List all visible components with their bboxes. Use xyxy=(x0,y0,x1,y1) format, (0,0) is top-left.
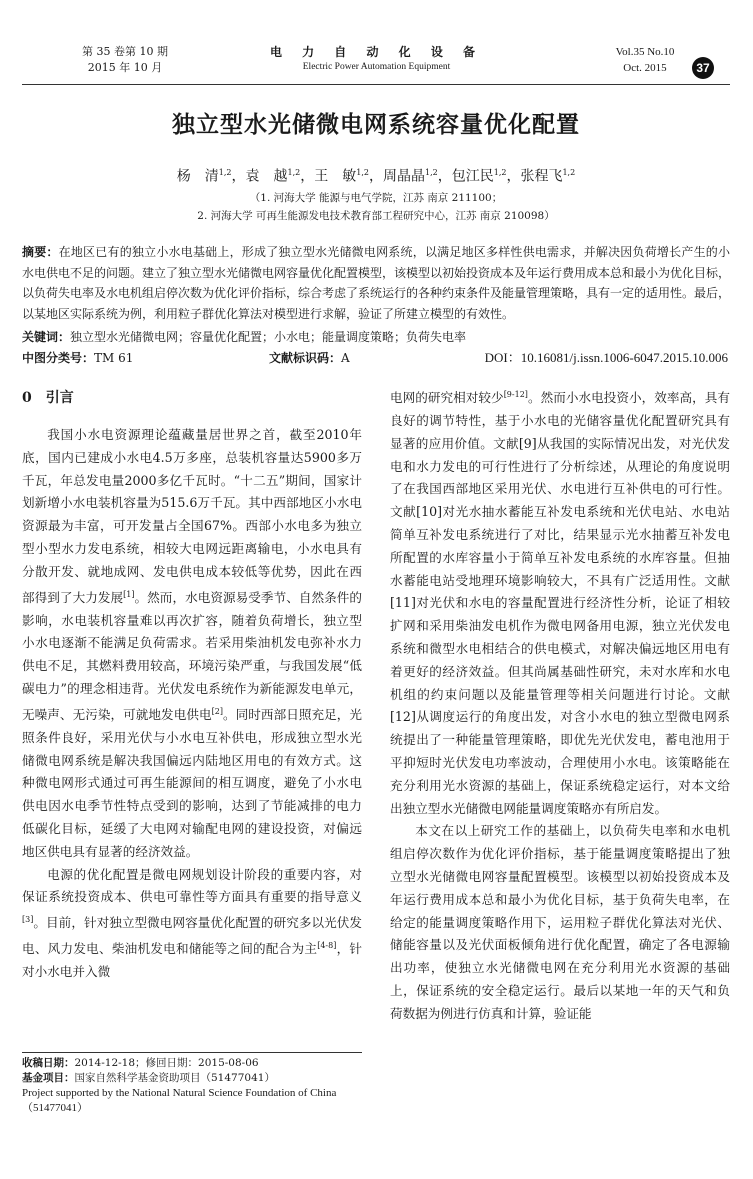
paragraph xyxy=(390,384,730,820)
paper-title: 独立型水光储微电网系统容量优化配置 xyxy=(172,111,580,138)
volume-cn: 第 35 卷第 10 期 xyxy=(82,45,168,58)
author: 张程飞 xyxy=(520,168,563,185)
paragraph-text: 。同时西部日照充足，光照条件良好，采用光伏与小水电互补供电，形成独立型水光储微电网系统是解决我国偏远内陆地区用电的有效方式。这种微电网形式通过可再生能源间的相互调度，避免了小水电供电因水电季节性特点受到的影响，达到了节能减排的电力低碳化目标，延缓了大电网对输配电网的建设投资，对偏远地区供电具有显著的经济效益。 xyxy=(22,706,362,859)
keywords-label: 关键词： xyxy=(22,330,71,344)
fund-project xyxy=(22,1071,362,1086)
journal-name-en: Electric Power Automation Equipment xyxy=(302,62,451,72)
author-affiliation-mark: 1,2 xyxy=(287,168,301,177)
abstract xyxy=(22,242,730,324)
section-heading: 0 引言 xyxy=(22,390,74,406)
paragraph-text: ，针对小水电并入微 xyxy=(22,941,363,980)
received-label: 收稿日期： xyxy=(22,1057,75,1069)
author-affiliation-mark: 1,2 xyxy=(562,168,576,177)
fund-project-en: Project supported by the National Natural Science Foundation of China（51477041） xyxy=(22,1087,337,1114)
paragraph xyxy=(22,424,362,864)
author-affiliation-mark: 1,2 xyxy=(493,168,507,177)
author: 包江民 xyxy=(451,168,494,185)
received-dates xyxy=(22,1056,362,1071)
header-rule xyxy=(22,84,730,85)
journal-issue-cn xyxy=(66,44,184,76)
author: 周晶晶 xyxy=(383,168,425,185)
paragraph-text: 。目前，针对独立型微电网容量优化配置的研究多以光伏发电、风力发电、柴油机发电和储能等之间的配合为主 xyxy=(22,915,362,957)
paragraph-text: 电源的优化配置是微电网规划设计阶段的重要内容，对保证系统投资成本、供电可靠性等方面具有重要的指导意义 xyxy=(22,866,362,905)
fund-text: 国家自然科学基金资助项目（51477041） xyxy=(74,1072,275,1084)
author: 袁 越 xyxy=(245,168,288,185)
paragraph-text: 。然而，水电资源易受季节、自然条件的影响，水电装机容量难以再次扩容，随着负荷增长，独立型小水电逐渐不能满足负荷需求。若采用柴油机发电弥补水力供电不足，其燃料费用较高，环境污染严重，与我国发展“低碳电力”的理念相违背。光伏发电系统作为新能源发电单元，无噪声、无污染，可就地发电供电 xyxy=(22,589,362,722)
doi: DOI：10.16081/j.issn.1006-6047.2015.10.006 xyxy=(484,350,728,365)
date-cn: 2015 年 10 月 xyxy=(87,61,163,74)
footnotes xyxy=(22,1056,362,1116)
clc-value: TM 61 xyxy=(94,351,134,365)
journal-name xyxy=(250,44,503,74)
document-code-label: 文献标识码： xyxy=(269,351,342,365)
paragraph-text: 我国小水电资源理论蕴藏量居世界之首，截至2010年底，国内已建成小水电4.5万多座，总装机容量达5900多万千瓦，年总发电量2000多亿千瓦时。“十二五”期间，国家计划新增小水电装机容量为515.6万千瓦。其中西部地区小水电资源最为丰富，可开发量占全国67%。西部小水电多为独立型小型水力发电系统，相较大电网远距离输电，小水电具有分散开发、就地成网、发电供电成本较低等优势，因此在西部得到了大力发展 xyxy=(22,427,362,605)
date-en: Oct. 2015 xyxy=(623,62,667,74)
author: 王 敏 xyxy=(314,168,357,185)
volume-en: Vol.35 No.10 xyxy=(615,46,675,58)
keywords-text: 独立型水光储微电网；容量优化配置；小水电；能量调度策略；负荷失电率 xyxy=(70,330,467,344)
author: 杨 清 xyxy=(176,168,219,185)
paragraph-text: 。然而小水电投资小，效率高，具有良好的调节特性，基于小水电的光储容量优化配置研究具有显著的应用价值。文献[9]从我国的实际情况出发，对光伏发电和水力发电的可行性进行了分析综述，从理论的角度说明了在我国西部地区采用光伏、水电进行互补供电的可行性。文献[10]对光水抽水蓄能互补发电系统和光伏电站、水电站简单互补发电系统进行了对比，结果显示光水抽蓄互补发电所配置的水库容量小于简单互补发电系统的水库容量。但抽水蓄能电站受地理环境影响较大，不具有广泛适用性。文献[11]对光伏和水电的容量配置进行经济性分析，论证了相较扩网和采用柴油发电机作为微电网备用电源，独立光伏发电系统和微型水电相结合的供电模式，对解决偏远地区用电有着更好的经济效益。但其尚属基础性研究，未对水库和水电机组的约束问题以及能量管理等相关问题进行讨论。文献[12]从调度运行的角度出发，对含小水电的独立型微电网系统提出了一种能量管理策略，即优先光伏发电，蓄电池用于平抑短时光伏发电功率波动，合理使用小水电。该策略能在充分利用光水资源的基础上，保证系统稳定运行，对本文给出独立型水光储微电网能量调度策略亦有所启发。 xyxy=(390,390,731,816)
paragraph xyxy=(22,864,362,984)
author-affiliation-mark: 1,2 xyxy=(425,168,438,177)
footnote-rule xyxy=(22,1052,362,1053)
citation: [2] xyxy=(211,706,223,716)
keywords xyxy=(22,327,730,347)
body-column-right xyxy=(390,384,730,1026)
clc-label: 中图分类号： xyxy=(22,351,95,365)
author-affiliation-mark: 1,2 xyxy=(218,168,232,177)
fund-label: 基金项目： xyxy=(22,1072,75,1084)
document-code xyxy=(269,349,350,367)
citation: [4-8] xyxy=(317,941,337,951)
received-text: 2014-12-18；修回日期：2015-08-06 xyxy=(74,1057,259,1069)
abstract-text: 在地区已有的独立小水电基础上，形成了独立型水光储微电网系统，以满足地区多样性供电需求，并解决因负荷增长产生的小水电供电不足的问题。建立了独立型水光储微电网容量优化配置模型，该模型以初始投资成本及年运行费用成本总和最小为优化目标，以负荷失电率及水电机组启停次数为优化评价指标，综合考虑了系统运行的各种约束条件及能量管理策略，具有一定的适用性。最后，以某地区实际系统为例，利用粒子群优化算法对模型进行求解，验证了所建立模型的有效性。 xyxy=(22,245,731,321)
journal-issue-en xyxy=(600,44,690,76)
page-number-badge: 37 xyxy=(692,57,714,79)
affiliation-1: （1. 河海大学 能源与电气学院，江苏 南京 211100； xyxy=(249,192,503,204)
author-list: 杨 清$^{1,2}$，袁 越$^{1,2}$，王 敏$^{1,2}$，周晶晶$^{1,2}$，包江民$^{1,2}$，张程飞$^{1,2}$ xyxy=(176,168,576,185)
paragraph-text: 本文在以上研究工作的基础上，以负荷失电率和水电机组启停次数作为优化评价指标，基于能量调度策略提出了独立型水光储微电网容量配置模型。该模型以初始投资成本及年运行费用成本总和最小为优化目标，基于负荷失电率，在给定的能量调度策略作用下，运用粒子群优化算法对光伏、储能容量以及光伏面板倾角进行优化配置，确定了各电源输出功率，使独立水光储微电网在充分利用光水资源的基础上，保证系统的安全稳定运行。最后以某地一年的天气和负荷数据为例进行仿真和计算，验证能 xyxy=(390,823,730,1021)
author-affiliation-mark: 1,2 xyxy=(356,168,369,177)
journal-name-cn: 电 力 自 动 化 设 备 xyxy=(269,45,484,59)
abstract-label: 摘要： xyxy=(22,245,59,259)
document-code-value: A xyxy=(341,351,350,365)
affiliation-2: 2. 河海大学 可再生能源发电技术教育部工程研究中心，江苏 南京 210098） xyxy=(197,210,555,222)
citation: [1] xyxy=(123,589,135,599)
citation: [9-12] xyxy=(503,390,528,399)
citation: [3] xyxy=(22,915,34,925)
clc-number xyxy=(22,349,133,367)
body-column-left xyxy=(22,384,362,984)
paragraph xyxy=(390,820,730,1025)
paragraph-text: 电网的研究相对较少 xyxy=(390,390,504,406)
